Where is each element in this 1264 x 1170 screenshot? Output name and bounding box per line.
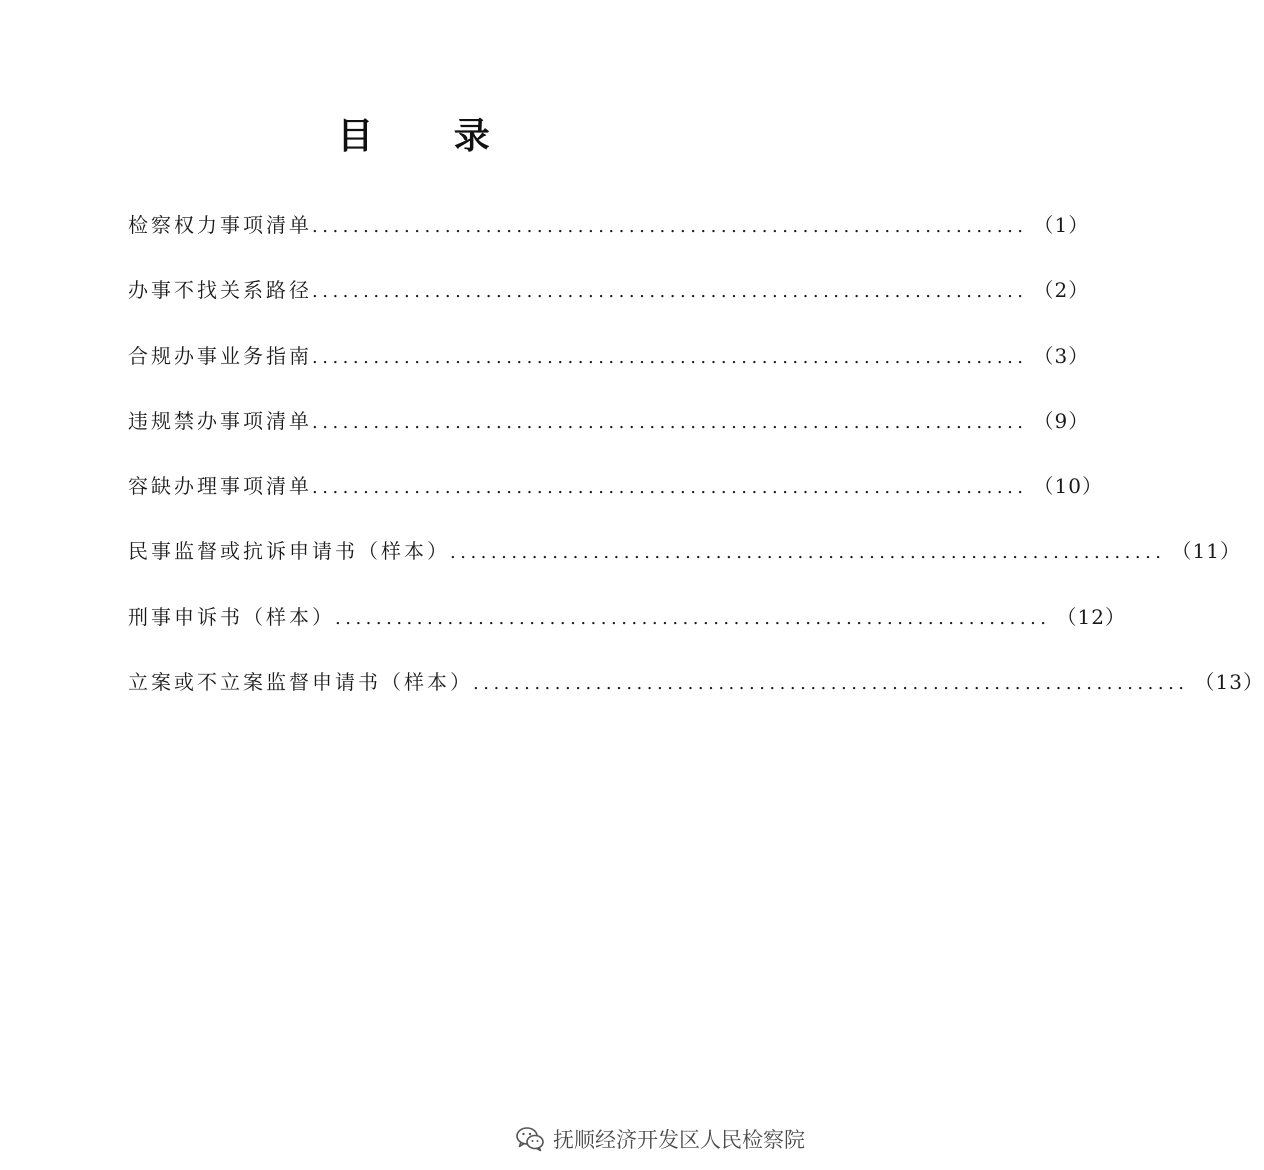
dot-leader: ...................................................................... [312, 281, 1028, 303]
toc-entry-page: （2） [1033, 278, 1090, 303]
wechat-icon [515, 1126, 545, 1152]
toc-entry[interactable] [128, 662, 1264, 727]
dot-leader: ...................................................................... [473, 673, 1189, 695]
toc-entry-text: 立案或不立案监督申请书（样本） [128, 670, 473, 695]
toc-entry[interactable] [128, 401, 1090, 466]
toc-entry-text: 民事监督或抗诉申请书（样本） [128, 539, 450, 564]
dot-leader: ...................................................................... [312, 411, 1028, 433]
toc-entry-page: （11） [1171, 539, 1241, 564]
dot-leader: ...................................................................... [312, 477, 1028, 499]
toc-entry[interactable] [128, 466, 1103, 531]
dot-leader: ...................................................................... [312, 216, 1028, 237]
toc-entry[interactable] [128, 597, 1126, 662]
toc-entry-text: 容缺办理事项清单 [128, 474, 312, 499]
toc-entry-text: 办事不找关系路径 [128, 278, 312, 303]
toc-entry-text: 检察权力事项清单 [128, 213, 312, 237]
toc-entry-page: （9） [1033, 408, 1090, 433]
toc-entry-text: 合规办事业务指南 [128, 343, 312, 368]
toc-entry[interactable] [128, 336, 1090, 401]
toc-entry-page: （13） [1194, 670, 1264, 695]
table-of-contents [128, 205, 1264, 727]
toc-entry[interactable] [128, 270, 1090, 335]
toc-entry[interactable] [128, 531, 1241, 596]
dot-leader: ...................................................................... [312, 346, 1028, 368]
toc-entry-text: 违规禁办事项清单 [128, 408, 312, 433]
toc-entry-page: （1） [1033, 213, 1090, 237]
toc-entry-page: （3） [1033, 343, 1090, 368]
toc-entry-page: （10） [1033, 474, 1103, 499]
toc-entry[interactable] [128, 205, 1090, 270]
toc-entry-text: 刑事申诉书（样本） [128, 604, 335, 629]
source-watermark [515, 1124, 805, 1154]
page-title: 目 录 [337, 116, 524, 157]
wechat-icon-graphic [515, 1126, 545, 1152]
dot-leader: ...................................................................... [450, 542, 1166, 564]
watermark-text: 抚顺经济开发区人民检察院 [553, 1128, 805, 1152]
dot-leader: ...................................................................... [335, 607, 1051, 629]
toc-entry-page: （12） [1056, 604, 1126, 629]
